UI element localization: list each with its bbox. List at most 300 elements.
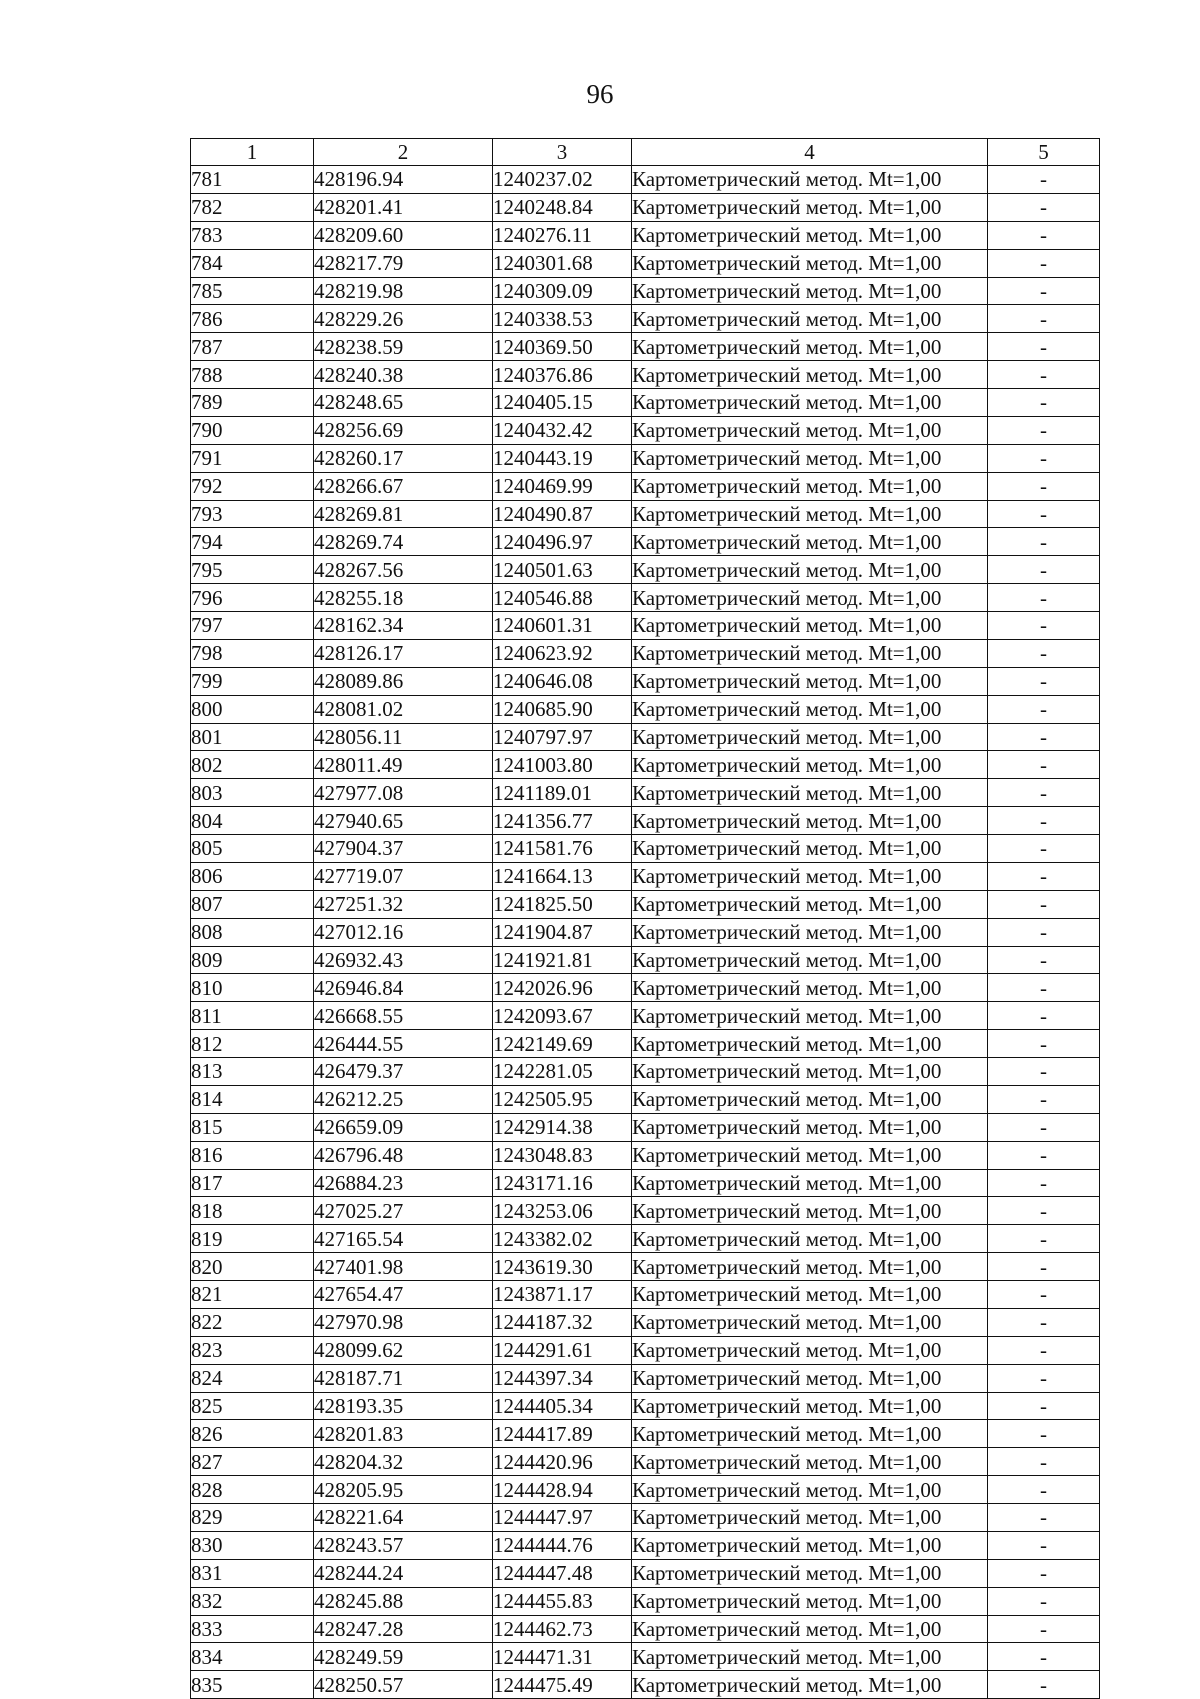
table-row bbox=[191, 612, 1100, 640]
y-coordinate-cell: 1244428.94 bbox=[493, 1476, 632, 1504]
note-cell: - bbox=[988, 890, 1100, 918]
note-cell: - bbox=[988, 249, 1100, 277]
x-coordinate-cell: 428089.86 bbox=[314, 667, 493, 695]
table-row bbox=[191, 221, 1100, 249]
note-cell: - bbox=[988, 1030, 1100, 1058]
note-cell: - bbox=[988, 1476, 1100, 1504]
x-coordinate-cell: 427025.27 bbox=[314, 1197, 493, 1225]
method-cell: Картометрический метод. Mt=1,00 bbox=[632, 695, 988, 723]
point-number-cell: 800 bbox=[191, 695, 314, 723]
table-row bbox=[191, 1141, 1100, 1169]
note-cell: - bbox=[988, 639, 1100, 667]
point-number-cell: 784 bbox=[191, 249, 314, 277]
method-cell: Картометрический метод. Mt=1,00 bbox=[632, 1113, 988, 1141]
method-cell: Картометрический метод. Mt=1,00 bbox=[632, 1336, 988, 1364]
point-number-cell: 805 bbox=[191, 835, 314, 863]
x-coordinate-cell: 426444.55 bbox=[314, 1030, 493, 1058]
method-cell: Картометрический метод. Mt=1,00 bbox=[632, 193, 988, 221]
y-coordinate-cell: 1244420.96 bbox=[493, 1448, 632, 1476]
point-number-cell: 822 bbox=[191, 1308, 314, 1336]
y-coordinate-cell: 1244417.89 bbox=[493, 1420, 632, 1448]
point-number-cell: 830 bbox=[191, 1531, 314, 1559]
x-coordinate-cell: 426659.09 bbox=[314, 1113, 493, 1141]
point-number-cell: 829 bbox=[191, 1504, 314, 1532]
point-number-cell: 811 bbox=[191, 1002, 314, 1030]
table-row bbox=[191, 1030, 1100, 1058]
x-coordinate-cell: 428269.81 bbox=[314, 500, 493, 528]
table-row bbox=[191, 918, 1100, 946]
note-cell: - bbox=[988, 1504, 1100, 1532]
point-number-cell: 806 bbox=[191, 862, 314, 890]
y-coordinate-cell: 1240490.87 bbox=[493, 500, 632, 528]
note-cell: - bbox=[988, 416, 1100, 444]
x-coordinate-cell: 428221.64 bbox=[314, 1504, 493, 1532]
method-cell: Картометрический метод. Mt=1,00 bbox=[632, 1308, 988, 1336]
table-row bbox=[191, 779, 1100, 807]
note-cell: - bbox=[988, 1448, 1100, 1476]
table-row bbox=[191, 305, 1100, 333]
x-coordinate-cell: 427012.16 bbox=[314, 918, 493, 946]
point-number-cell: 791 bbox=[191, 444, 314, 472]
x-coordinate-cell: 428217.79 bbox=[314, 249, 493, 277]
method-cell: Картометрический метод. Mt=1,00 bbox=[632, 1253, 988, 1281]
table-row bbox=[191, 1281, 1100, 1309]
y-coordinate-cell: 1244187.32 bbox=[493, 1308, 632, 1336]
x-coordinate-cell: 428205.95 bbox=[314, 1476, 493, 1504]
method-cell: Картометрический метод. Mt=1,00 bbox=[632, 1364, 988, 1392]
note-cell: - bbox=[988, 779, 1100, 807]
y-coordinate-cell: 1240646.08 bbox=[493, 667, 632, 695]
note-cell: - bbox=[988, 974, 1100, 1002]
point-number-cell: 786 bbox=[191, 305, 314, 333]
table-row bbox=[191, 1169, 1100, 1197]
y-coordinate-cell: 1240797.97 bbox=[493, 723, 632, 751]
x-coordinate-cell: 428256.69 bbox=[314, 416, 493, 444]
y-coordinate-cell: 1240496.97 bbox=[493, 528, 632, 556]
point-number-cell: 832 bbox=[191, 1587, 314, 1615]
y-coordinate-cell: 1244475.49 bbox=[493, 1671, 632, 1699]
table-row bbox=[191, 389, 1100, 417]
y-coordinate-cell: 1243048.83 bbox=[493, 1141, 632, 1169]
point-number-cell: 831 bbox=[191, 1559, 314, 1587]
y-coordinate-cell: 1240369.50 bbox=[493, 333, 632, 361]
table-row bbox=[191, 946, 1100, 974]
note-cell: - bbox=[988, 1308, 1100, 1336]
note-cell: - bbox=[988, 1169, 1100, 1197]
point-number-cell: 812 bbox=[191, 1030, 314, 1058]
note-cell: - bbox=[988, 1559, 1100, 1587]
method-cell: Картометрический метод. Mt=1,00 bbox=[632, 890, 988, 918]
y-coordinate-cell: 1241356.77 bbox=[493, 807, 632, 835]
method-cell: Картометрический метод. Mt=1,00 bbox=[632, 723, 988, 751]
note-cell: - bbox=[988, 723, 1100, 751]
method-cell: Картометрический метод. Mt=1,00 bbox=[632, 1504, 988, 1532]
point-number-cell: 798 bbox=[191, 639, 314, 667]
point-number-cell: 828 bbox=[191, 1476, 314, 1504]
x-coordinate-cell: 426946.84 bbox=[314, 974, 493, 1002]
note-cell: - bbox=[988, 1085, 1100, 1113]
x-coordinate-cell: 427165.54 bbox=[314, 1225, 493, 1253]
method-cell: Картометрический метод. Mt=1,00 bbox=[632, 1392, 988, 1420]
y-coordinate-cell: 1240276.11 bbox=[493, 221, 632, 249]
y-coordinate-cell: 1244455.83 bbox=[493, 1587, 632, 1615]
table-row bbox=[191, 807, 1100, 835]
table-row bbox=[191, 751, 1100, 779]
x-coordinate-cell: 428201.41 bbox=[314, 193, 493, 221]
table-row bbox=[191, 1531, 1100, 1559]
method-cell: Картометрический метод. Mt=1,00 bbox=[632, 807, 988, 835]
x-coordinate-cell: 427970.98 bbox=[314, 1308, 493, 1336]
table-row bbox=[191, 974, 1100, 1002]
point-number-cell: 815 bbox=[191, 1113, 314, 1141]
y-coordinate-cell: 1241003.80 bbox=[493, 751, 632, 779]
table-row bbox=[191, 166, 1100, 194]
method-cell: Картометрический метод. Mt=1,00 bbox=[632, 639, 988, 667]
y-coordinate-cell: 1240338.53 bbox=[493, 305, 632, 333]
table-row bbox=[191, 500, 1100, 528]
y-coordinate-cell: 1241664.13 bbox=[493, 862, 632, 890]
table-row bbox=[191, 1308, 1100, 1336]
x-coordinate-cell: 428196.94 bbox=[314, 166, 493, 194]
note-cell: - bbox=[988, 444, 1100, 472]
y-coordinate-cell: 1241581.76 bbox=[493, 835, 632, 863]
table-row bbox=[191, 1643, 1100, 1671]
table-row bbox=[191, 1364, 1100, 1392]
note-cell: - bbox=[988, 1420, 1100, 1448]
method-cell: Картометрический метод. Mt=1,00 bbox=[632, 1058, 988, 1086]
point-number-cell: 826 bbox=[191, 1420, 314, 1448]
y-coordinate-cell: 1240309.09 bbox=[493, 277, 632, 305]
y-coordinate-cell: 1240623.92 bbox=[493, 639, 632, 667]
y-coordinate-cell: 1241904.87 bbox=[493, 918, 632, 946]
x-coordinate-cell: 428187.71 bbox=[314, 1364, 493, 1392]
y-coordinate-cell: 1242093.67 bbox=[493, 1002, 632, 1030]
table-row bbox=[191, 667, 1100, 695]
y-coordinate-cell: 1244447.48 bbox=[493, 1559, 632, 1587]
table-row bbox=[191, 1671, 1100, 1699]
column-header-y: 3 bbox=[493, 139, 632, 166]
point-number-cell: 821 bbox=[191, 1281, 314, 1309]
x-coordinate-cell: 428243.57 bbox=[314, 1531, 493, 1559]
table-row bbox=[191, 333, 1100, 361]
note-cell: - bbox=[988, 556, 1100, 584]
note-cell: - bbox=[988, 1531, 1100, 1559]
y-coordinate-cell: 1240469.99 bbox=[493, 472, 632, 500]
note-cell: - bbox=[988, 612, 1100, 640]
note-cell: - bbox=[988, 1281, 1100, 1309]
y-coordinate-cell: 1240376.86 bbox=[493, 361, 632, 389]
note-cell: - bbox=[988, 835, 1100, 863]
y-coordinate-cell: 1243871.17 bbox=[493, 1281, 632, 1309]
y-coordinate-cell: 1244444.76 bbox=[493, 1531, 632, 1559]
method-cell: Картометрический метод. Mt=1,00 bbox=[632, 333, 988, 361]
point-number-cell: 790 bbox=[191, 416, 314, 444]
x-coordinate-cell: 428193.35 bbox=[314, 1392, 493, 1420]
table-row bbox=[191, 1002, 1100, 1030]
method-cell: Картометрический метод. Mt=1,00 bbox=[632, 1448, 988, 1476]
y-coordinate-cell: 1240601.31 bbox=[493, 612, 632, 640]
y-coordinate-cell: 1242281.05 bbox=[493, 1058, 632, 1086]
table-row bbox=[191, 1113, 1100, 1141]
point-number-cell: 781 bbox=[191, 166, 314, 194]
table-row bbox=[191, 556, 1100, 584]
x-coordinate-cell: 428081.02 bbox=[314, 695, 493, 723]
point-number-cell: 814 bbox=[191, 1085, 314, 1113]
table-header bbox=[191, 139, 1100, 166]
x-coordinate-cell: 428255.18 bbox=[314, 584, 493, 612]
x-coordinate-cell: 426212.25 bbox=[314, 1085, 493, 1113]
y-coordinate-cell: 1240501.63 bbox=[493, 556, 632, 584]
note-cell: - bbox=[988, 1615, 1100, 1643]
method-cell: Картометрический метод. Mt=1,00 bbox=[632, 751, 988, 779]
x-coordinate-cell: 427654.47 bbox=[314, 1281, 493, 1309]
x-coordinate-cell: 426796.48 bbox=[314, 1141, 493, 1169]
note-cell: - bbox=[988, 277, 1100, 305]
note-cell: - bbox=[988, 1336, 1100, 1364]
y-coordinate-cell: 1244447.97 bbox=[493, 1504, 632, 1532]
note-cell: - bbox=[988, 221, 1100, 249]
point-number-cell: 807 bbox=[191, 890, 314, 918]
table-row bbox=[191, 890, 1100, 918]
point-number-cell: 788 bbox=[191, 361, 314, 389]
x-coordinate-cell: 428269.74 bbox=[314, 528, 493, 556]
method-cell: Картометрический метод. Mt=1,00 bbox=[632, 1030, 988, 1058]
method-cell: Картометрический метод. Mt=1,00 bbox=[632, 779, 988, 807]
point-number-cell: 827 bbox=[191, 1448, 314, 1476]
x-coordinate-cell: 427904.37 bbox=[314, 835, 493, 863]
x-coordinate-cell: 426884.23 bbox=[314, 1169, 493, 1197]
point-number-cell: 808 bbox=[191, 918, 314, 946]
method-cell: Картометрический метод. Mt=1,00 bbox=[632, 835, 988, 863]
point-number-cell: 816 bbox=[191, 1141, 314, 1169]
x-coordinate-cell: 428260.17 bbox=[314, 444, 493, 472]
method-cell: Картометрический метод. Mt=1,00 bbox=[632, 667, 988, 695]
table-row bbox=[191, 249, 1100, 277]
x-coordinate-cell: 428229.26 bbox=[314, 305, 493, 333]
point-number-cell: 796 bbox=[191, 584, 314, 612]
note-cell: - bbox=[988, 1671, 1100, 1699]
x-coordinate-cell: 428209.60 bbox=[314, 221, 493, 249]
x-coordinate-cell: 428162.34 bbox=[314, 612, 493, 640]
x-coordinate-cell: 428204.32 bbox=[314, 1448, 493, 1476]
point-number-cell: 787 bbox=[191, 333, 314, 361]
method-cell: Картометрический метод. Mt=1,00 bbox=[632, 1225, 988, 1253]
point-number-cell: 823 bbox=[191, 1336, 314, 1364]
point-number-cell: 824 bbox=[191, 1364, 314, 1392]
x-coordinate-cell: 427251.32 bbox=[314, 890, 493, 918]
x-coordinate-cell: 428238.59 bbox=[314, 333, 493, 361]
method-cell: Картометрический метод. Mt=1,00 bbox=[632, 862, 988, 890]
x-coordinate-cell: 427977.08 bbox=[314, 779, 493, 807]
table-row bbox=[191, 1420, 1100, 1448]
note-cell: - bbox=[988, 807, 1100, 835]
method-cell: Картометрический метод. Mt=1,00 bbox=[632, 1587, 988, 1615]
note-cell: - bbox=[988, 862, 1100, 890]
method-cell: Картометрический метод. Mt=1,00 bbox=[632, 1169, 988, 1197]
point-number-cell: 818 bbox=[191, 1197, 314, 1225]
table-row bbox=[191, 1476, 1100, 1504]
note-cell: - bbox=[988, 584, 1100, 612]
method-cell: Картометрический метод. Mt=1,00 bbox=[632, 528, 988, 556]
table-row bbox=[191, 528, 1100, 556]
x-coordinate-cell: 428250.57 bbox=[314, 1671, 493, 1699]
note-cell: - bbox=[988, 918, 1100, 946]
note-cell: - bbox=[988, 1197, 1100, 1225]
y-coordinate-cell: 1240685.90 bbox=[493, 695, 632, 723]
method-cell: Картометрический метод. Mt=1,00 bbox=[632, 1197, 988, 1225]
column-header-note: 5 bbox=[988, 139, 1100, 166]
point-number-cell: 834 bbox=[191, 1643, 314, 1671]
table-row bbox=[191, 193, 1100, 221]
y-coordinate-cell: 1244462.73 bbox=[493, 1615, 632, 1643]
note-cell: - bbox=[988, 751, 1100, 779]
x-coordinate-cell: 428267.56 bbox=[314, 556, 493, 584]
note-cell: - bbox=[988, 193, 1100, 221]
point-number-cell: 792 bbox=[191, 472, 314, 500]
point-number-cell: 817 bbox=[191, 1169, 314, 1197]
point-number-cell: 810 bbox=[191, 974, 314, 1002]
point-number-cell: 785 bbox=[191, 277, 314, 305]
note-cell: - bbox=[988, 1113, 1100, 1141]
table-row bbox=[191, 1225, 1100, 1253]
note-cell: - bbox=[988, 1392, 1100, 1420]
point-number-cell: 820 bbox=[191, 1253, 314, 1281]
table-row bbox=[191, 1336, 1100, 1364]
y-coordinate-cell: 1244405.34 bbox=[493, 1392, 632, 1420]
point-number-cell: 795 bbox=[191, 556, 314, 584]
x-coordinate-cell: 428201.83 bbox=[314, 1420, 493, 1448]
y-coordinate-cell: 1240301.68 bbox=[493, 249, 632, 277]
table-row bbox=[191, 444, 1100, 472]
table-body bbox=[191, 166, 1100, 1699]
x-coordinate-cell: 428126.17 bbox=[314, 639, 493, 667]
point-number-cell: 835 bbox=[191, 1671, 314, 1699]
x-coordinate-cell: 427719.07 bbox=[314, 862, 493, 890]
note-cell: - bbox=[988, 472, 1100, 500]
note-cell: - bbox=[988, 528, 1100, 556]
x-coordinate-cell: 426479.37 bbox=[314, 1058, 493, 1086]
x-coordinate-cell: 428219.98 bbox=[314, 277, 493, 305]
x-coordinate-cell: 428056.11 bbox=[314, 723, 493, 751]
y-coordinate-cell: 1242505.95 bbox=[493, 1085, 632, 1113]
table-row bbox=[191, 1615, 1100, 1643]
column-header-point-number: 1 bbox=[191, 139, 314, 166]
y-coordinate-cell: 1242149.69 bbox=[493, 1030, 632, 1058]
x-coordinate-cell: 428266.67 bbox=[314, 472, 493, 500]
point-number-cell: 794 bbox=[191, 528, 314, 556]
point-number-cell: 825 bbox=[191, 1392, 314, 1420]
table-row bbox=[191, 1559, 1100, 1587]
method-cell: Картометрический метод. Mt=1,00 bbox=[632, 249, 988, 277]
point-number-cell: 809 bbox=[191, 946, 314, 974]
note-cell: - bbox=[988, 305, 1100, 333]
table-row bbox=[191, 416, 1100, 444]
table-row bbox=[191, 1504, 1100, 1532]
table-row bbox=[191, 1587, 1100, 1615]
note-cell: - bbox=[988, 361, 1100, 389]
note-cell: - bbox=[988, 1225, 1100, 1253]
method-cell: Картометрический метод. Mt=1,00 bbox=[632, 500, 988, 528]
point-number-cell: 804 bbox=[191, 807, 314, 835]
method-cell: Картометрический метод. Mt=1,00 bbox=[632, 946, 988, 974]
x-coordinate-cell: 428248.65 bbox=[314, 389, 493, 417]
table-row bbox=[191, 1058, 1100, 1086]
point-number-cell: 789 bbox=[191, 389, 314, 417]
method-cell: Картометрический метод. Mt=1,00 bbox=[632, 1085, 988, 1113]
point-number-cell: 799 bbox=[191, 667, 314, 695]
x-coordinate-cell: 427401.98 bbox=[314, 1253, 493, 1281]
note-cell: - bbox=[988, 1002, 1100, 1030]
note-cell: - bbox=[988, 1364, 1100, 1392]
y-coordinate-cell: 1240237.02 bbox=[493, 166, 632, 194]
x-coordinate-cell: 428245.88 bbox=[314, 1587, 493, 1615]
y-coordinate-cell: 1243171.16 bbox=[493, 1169, 632, 1197]
y-coordinate-cell: 1242026.96 bbox=[493, 974, 632, 1002]
note-cell: - bbox=[988, 1141, 1100, 1169]
x-coordinate-cell: 428244.24 bbox=[314, 1559, 493, 1587]
x-coordinate-cell: 426932.43 bbox=[314, 946, 493, 974]
x-coordinate-cell: 428240.38 bbox=[314, 361, 493, 389]
note-cell: - bbox=[988, 333, 1100, 361]
table-row bbox=[191, 1448, 1100, 1476]
column-header-method: 4 bbox=[632, 139, 988, 166]
point-number-cell: 797 bbox=[191, 612, 314, 640]
y-coordinate-cell: 1241189.01 bbox=[493, 779, 632, 807]
method-cell: Картометрический метод. Mt=1,00 bbox=[632, 277, 988, 305]
x-coordinate-cell: 428099.62 bbox=[314, 1336, 493, 1364]
method-cell: Картометрический метод. Mt=1,00 bbox=[632, 1559, 988, 1587]
note-cell: - bbox=[988, 389, 1100, 417]
method-cell: Картометрический метод. Mt=1,00 bbox=[632, 1531, 988, 1559]
coordinates-table bbox=[190, 138, 1100, 1699]
y-coordinate-cell: 1243619.30 bbox=[493, 1253, 632, 1281]
note-cell: - bbox=[988, 695, 1100, 723]
method-cell: Картометрический метод. Mt=1,00 bbox=[632, 389, 988, 417]
method-cell: Картометрический метод. Mt=1,00 bbox=[632, 1671, 988, 1699]
method-cell: Картометрический метод. Mt=1,00 bbox=[632, 221, 988, 249]
method-cell: Картометрический метод. Mt=1,00 bbox=[632, 444, 988, 472]
column-header-x: 2 bbox=[314, 139, 493, 166]
method-cell: Картометрический метод. Mt=1,00 bbox=[632, 1281, 988, 1309]
method-cell: Картометрический метод. Mt=1,00 bbox=[632, 305, 988, 333]
table-row bbox=[191, 1392, 1100, 1420]
method-cell: Картометрический метод. Mt=1,00 bbox=[632, 918, 988, 946]
y-coordinate-cell: 1240405.15 bbox=[493, 389, 632, 417]
x-coordinate-cell: 426668.55 bbox=[314, 1002, 493, 1030]
method-cell: Картометрический метод. Mt=1,00 bbox=[632, 416, 988, 444]
table-row bbox=[191, 1197, 1100, 1225]
x-coordinate-cell: 428011.49 bbox=[314, 751, 493, 779]
table-row bbox=[191, 472, 1100, 500]
method-cell: Картометрический метод. Mt=1,00 bbox=[632, 612, 988, 640]
table-row bbox=[191, 695, 1100, 723]
method-cell: Картометрический метод. Mt=1,00 bbox=[632, 361, 988, 389]
point-number-cell: 782 bbox=[191, 193, 314, 221]
point-number-cell: 802 bbox=[191, 751, 314, 779]
table-row bbox=[191, 1253, 1100, 1281]
method-cell: Картометрический метод. Mt=1,00 bbox=[632, 556, 988, 584]
x-coordinate-cell: 427940.65 bbox=[314, 807, 493, 835]
table-row bbox=[191, 277, 1100, 305]
method-cell: Картометрический метод. Mt=1,00 bbox=[632, 1615, 988, 1643]
y-coordinate-cell: 1244397.34 bbox=[493, 1364, 632, 1392]
x-coordinate-cell: 428249.59 bbox=[314, 1643, 493, 1671]
y-coordinate-cell: 1241825.50 bbox=[493, 890, 632, 918]
note-cell: - bbox=[988, 667, 1100, 695]
header-row bbox=[191, 139, 1100, 166]
table-row bbox=[191, 835, 1100, 863]
y-coordinate-cell: 1242914.38 bbox=[493, 1113, 632, 1141]
